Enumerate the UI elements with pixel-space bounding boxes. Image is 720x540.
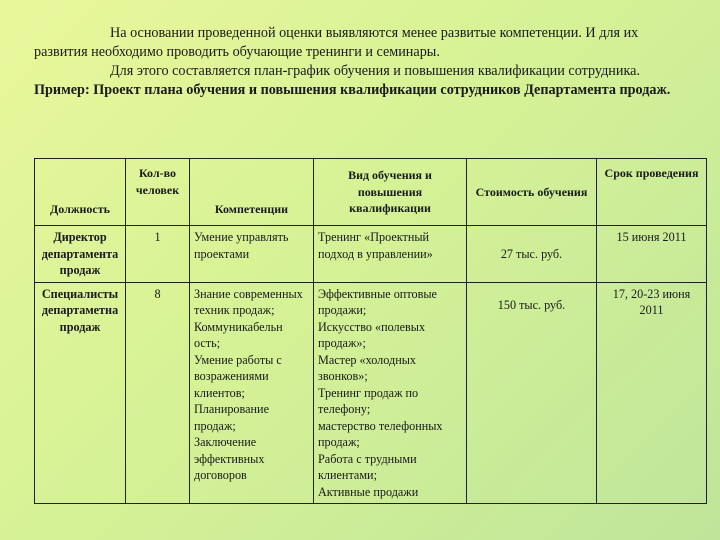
list-item: Планирование продаж; bbox=[194, 402, 269, 433]
row2-training bbox=[314, 282, 467, 504]
table-row bbox=[35, 282, 707, 504]
row1-cost: 27 тыс. руб. bbox=[467, 226, 597, 283]
row2-count: 8 bbox=[126, 282, 190, 504]
header-position: Должность bbox=[35, 159, 126, 226]
list-item: Умение работы с возражениями клиентов; bbox=[194, 352, 282, 400]
example-heading: Пример: Проект плана обучения и повышения квалификации сотрудников Департамента продаж. bbox=[34, 82, 671, 98]
training-plan-table bbox=[34, 158, 707, 504]
row2-competencies bbox=[190, 282, 314, 504]
row2-position: Специалисты департаметна продаж bbox=[35, 282, 126, 504]
list-item: Искусство «полевых продаж»; bbox=[318, 319, 426, 350]
list-item: Эффективные оптовые продажи; bbox=[318, 286, 437, 317]
header-term: Срок проведения bbox=[597, 159, 707, 226]
table-header-row bbox=[35, 159, 707, 226]
list-item: Тренинг продаж по телефону; bbox=[318, 385, 419, 416]
header-competencies: Компетенции bbox=[190, 159, 314, 226]
header-cost: Стоимость обучения bbox=[467, 159, 597, 226]
row1-count: 1 bbox=[126, 226, 190, 283]
list-item: Знание современных техник продаж; bbox=[194, 286, 303, 317]
row1-position: Директор департамента продаж bbox=[35, 226, 126, 283]
list-item: Активные продажи bbox=[318, 484, 419, 499]
row1-training: Тренинг «Проектный подход в управлении» bbox=[314, 226, 467, 283]
intro-paragraph-2: Для этого составляется план-график обучения и повышения квалификации сотрудника. bbox=[110, 63, 641, 79]
intro-text bbox=[34, 24, 694, 100]
list-item: Работа с трудными клиентами; bbox=[318, 451, 417, 482]
table-row bbox=[35, 226, 707, 283]
list-item: Коммуникабельн ость; bbox=[194, 319, 283, 350]
list-item: Заключение эффективных договоров bbox=[194, 435, 265, 482]
list-item: Мастер «холодных звонков»; bbox=[318, 352, 417, 383]
list-item: мастерство телефонных продаж; bbox=[318, 418, 443, 449]
row1-competencies: Умение управлять проектами bbox=[190, 226, 314, 283]
intro-paragraph-1: На основании проведенной оценки выявляются менее развитые компетенции. И для их развития необходимо проводить обучающие тренинги и семинары. bbox=[34, 25, 639, 60]
row2-cost: 150 тыс. руб. bbox=[467, 282, 597, 504]
row1-term: 15 июня 2011 bbox=[597, 226, 707, 283]
row2-term: 17, 20-23 июня 2011 bbox=[597, 282, 707, 504]
header-count: Кол-во человек bbox=[126, 159, 190, 226]
header-training: Вид обучения и повышения квалификации bbox=[314, 159, 467, 226]
